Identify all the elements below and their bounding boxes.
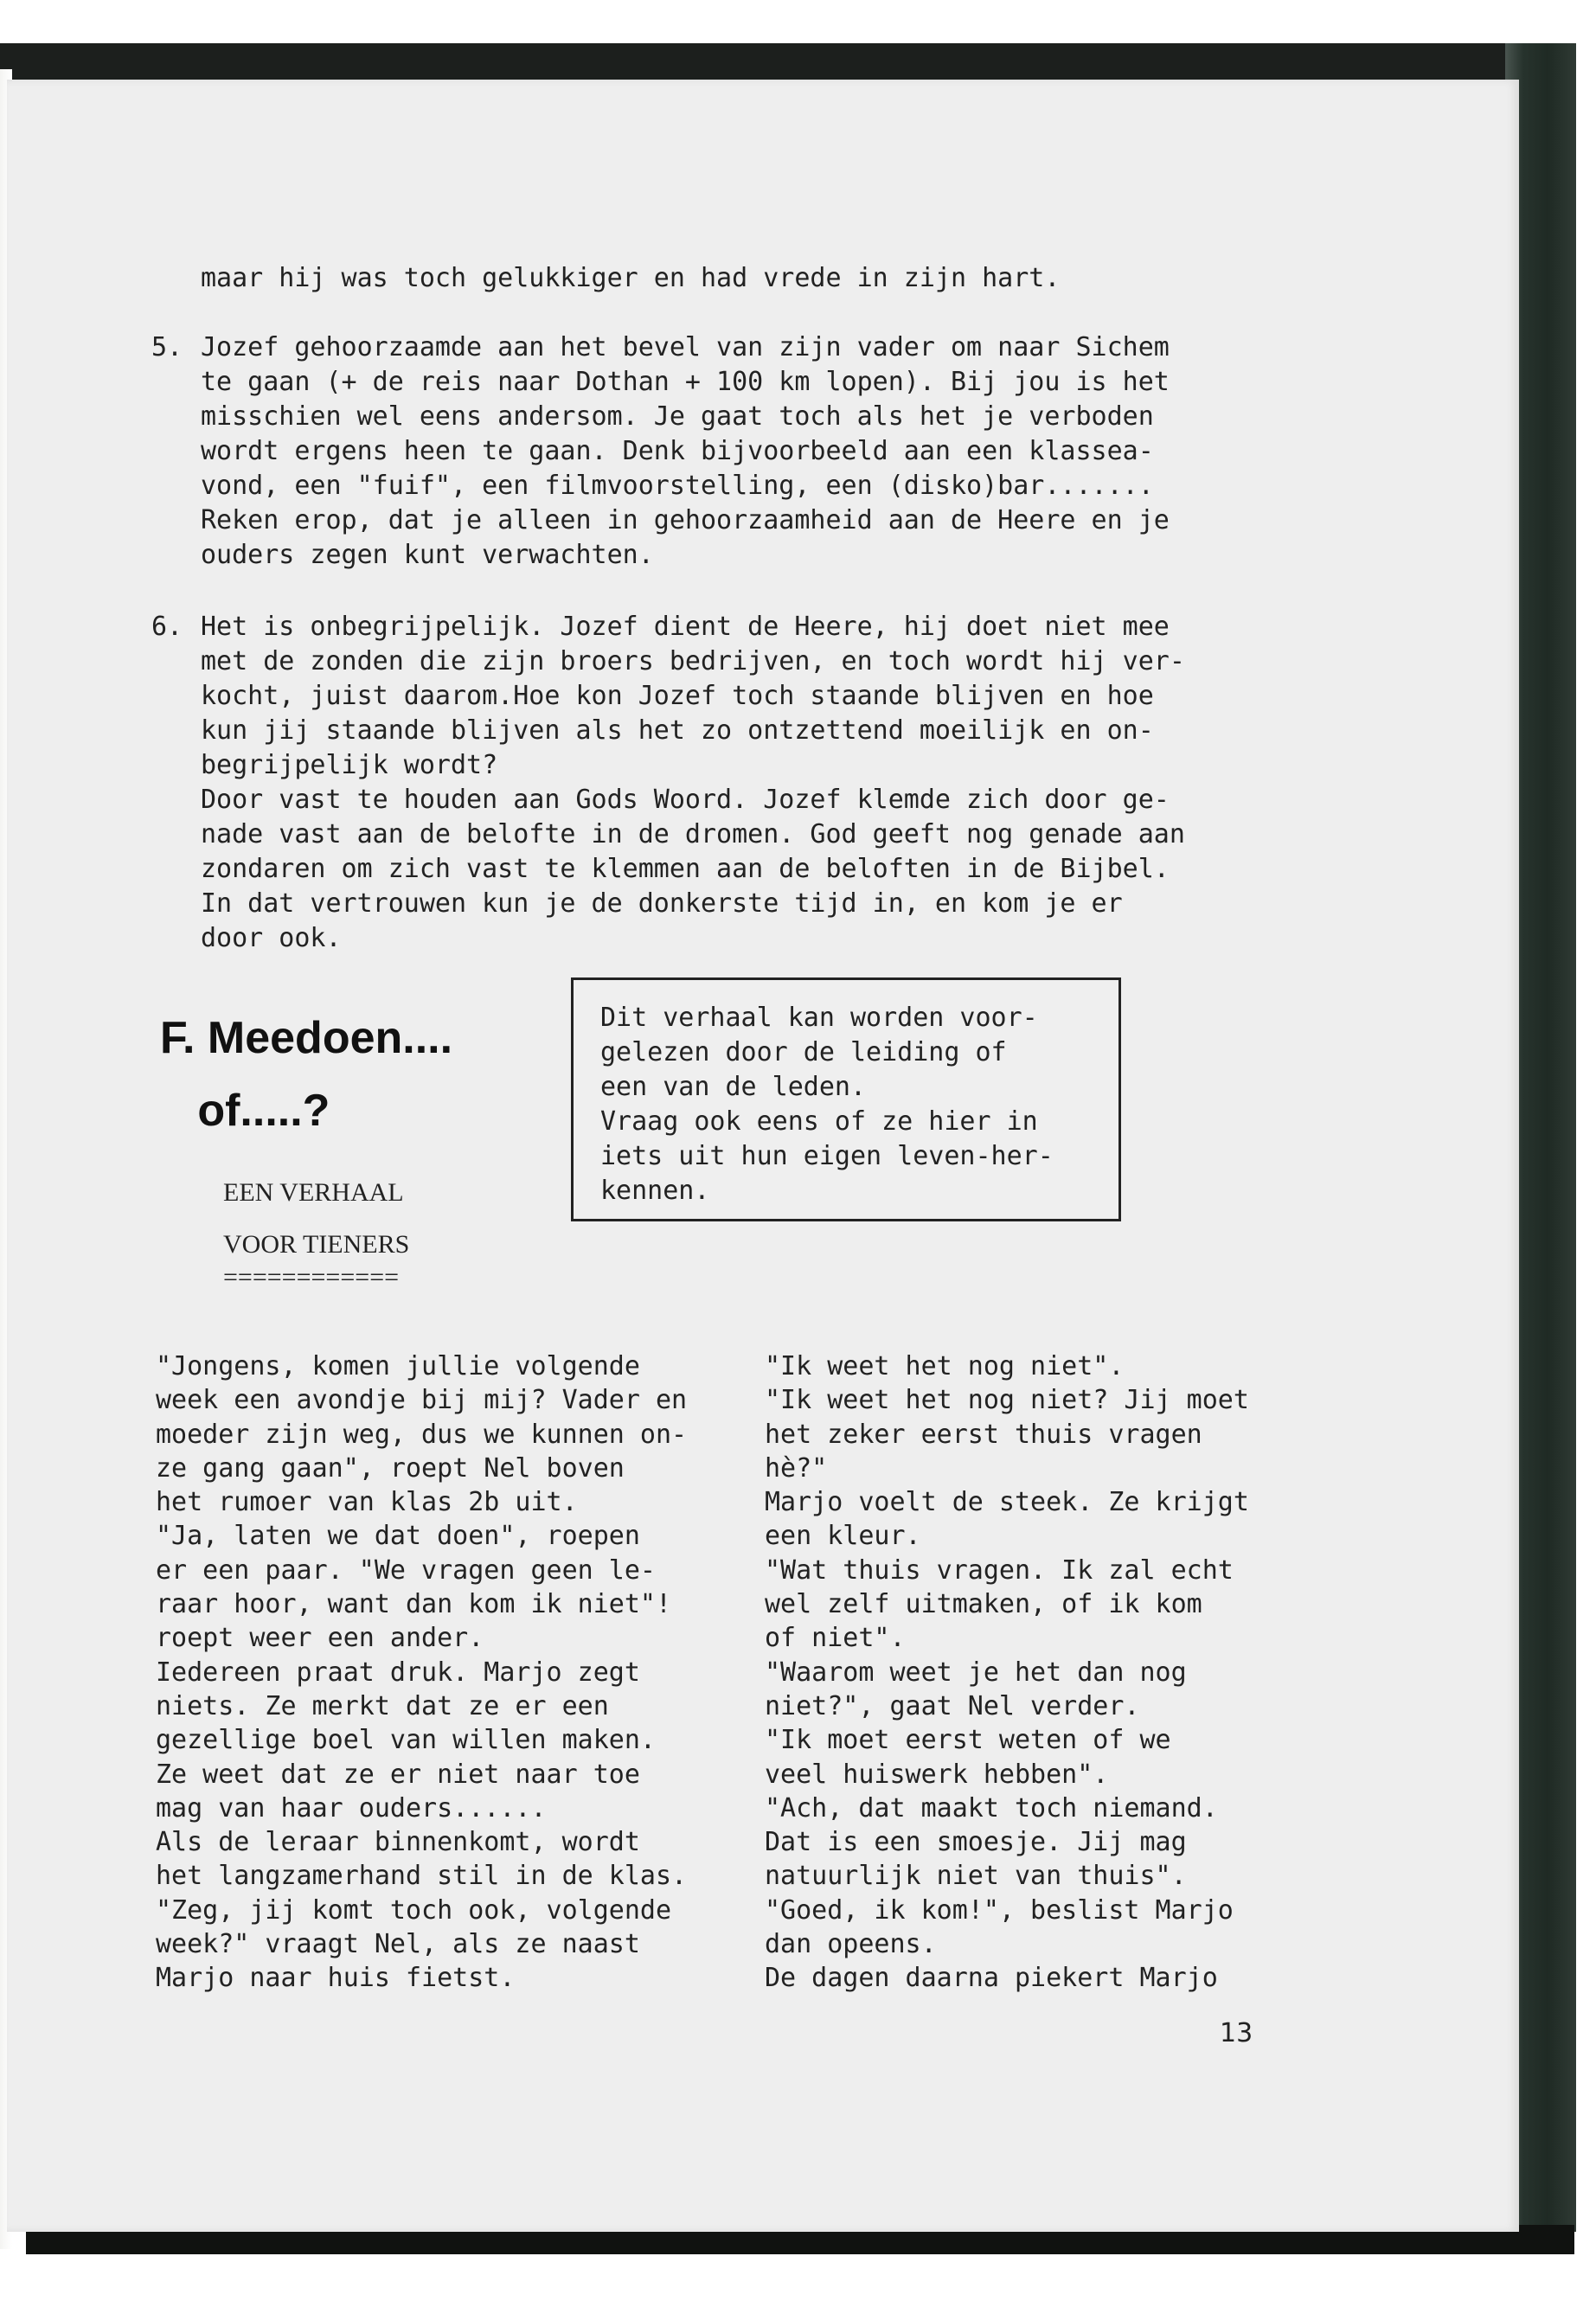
story-column-left: "Jongens, komen jullie volgende week een avondje bij mij? Vader en moeder zijn weg, dus we kunnen on- ze gang gaan", roept Nel boven het rumoer van klas 2b uit. "Ja, laten we dat doen", roepen er een paar. "We vragen geen le- raar hoor, want dan kom ik niet"! roept weer een ander. Iedereen praat druk. Marjo zegt niets. Ze merkt dat ze er een gezellige boel van willen maken. Ze weet dat ze er niet naar toe mag van haar ouders...... Als de leraar binnenkomt, wordt het langzamerhand stil in de klas. "Zeg, jij komt toch ook, volgende week?" vraagt Nel, als ze naast Marjo naar huis fietst. [156, 1351, 688, 1994]
note-text: Dit verhaal kan worden voor- gelezen door de leiding of een van de leden. Vraag ook eens of ze hier in iets uit hun eigen leven-her- kennen. [600, 1003, 1054, 1206]
scan-top-border [0, 43, 1574, 83]
story-column-right: "Ik weet het nog niet". "Ik weet het nog niet? Jij moet het zeker eerst thuis vragen hè?" Marjo voelt de steek. Ze krijgt een kleur. "Wat thuis vragen. Ik zal echt wel zelf uitmaken, of ik kom of niet". "Waarom weet je het dan nog niet?", gaat Nel verder. "Ik moet eerst weten of we veel huiswerk hebben". "Ach, dat maakt toch niemand. Dat is een smoesje. Jij mag natuurlijk niet van thuis". "Goed, ik kom!", beslist Marjo dan opeens. De dagen daarna piekert Marjo [765, 1351, 1249, 1994]
subtitle-line: EEN VERHAAL [223, 1178, 404, 1207]
intro-line: maar hij was toch gelukkiger en had vrede in zijn hart. [201, 263, 1061, 293]
item-text: Jozef gehoorzaamde aan het bevel van zijn vader om naar Sichem te gaan (+ de reis naar Dothan + 100 km lopen). Bij jou is het misschien wel eens andersom. Je gaat toch als het je verboden wordt ergens heen te gaan. Denk bijvoorbeeld aan een klassea- vond, een "fuif", een filmvoorstelling, een (disko)bar....... Reken erop, dat je alleen in gehoorzaamheid aan de Heere en je ouders zegen kunt verwachten. [201, 332, 1170, 570]
note-box [571, 977, 1121, 1221]
item-number: 5. [151, 332, 183, 362]
subtitle-rule: ============ [223, 1263, 400, 1292]
section-heading: F. Meedoen.... of.....? [160, 1013, 453, 1136]
subtitle-line: VOOR TIENERS [223, 1230, 410, 1259]
page-number: 13 [1220, 2018, 1253, 2048]
item-number: 6. [151, 612, 183, 642]
item-text: Het is onbegrijpelijk. Jozef dient de Heere, hij doet niet mee met de zonden die zijn broers bedrijven, en toch wordt hij ver- kocht, juist daarom.Hoe kon Jozef toch staande blijven en hoe kun jij staande blijven als het zo ontzettend moeilijk en on- begrijpelijk wordt? Door vast te houden aan Gods Woord. Jozef klemde zich door ge- nade vast aan de belofte in de dromen. God geeft nog genade aan zondaren om zich vast te klemmen aan de beloften in de Bijbel. In dat vertrouwen kun je de donkerste tijd in, en kom je er door ook. [201, 612, 1185, 953]
